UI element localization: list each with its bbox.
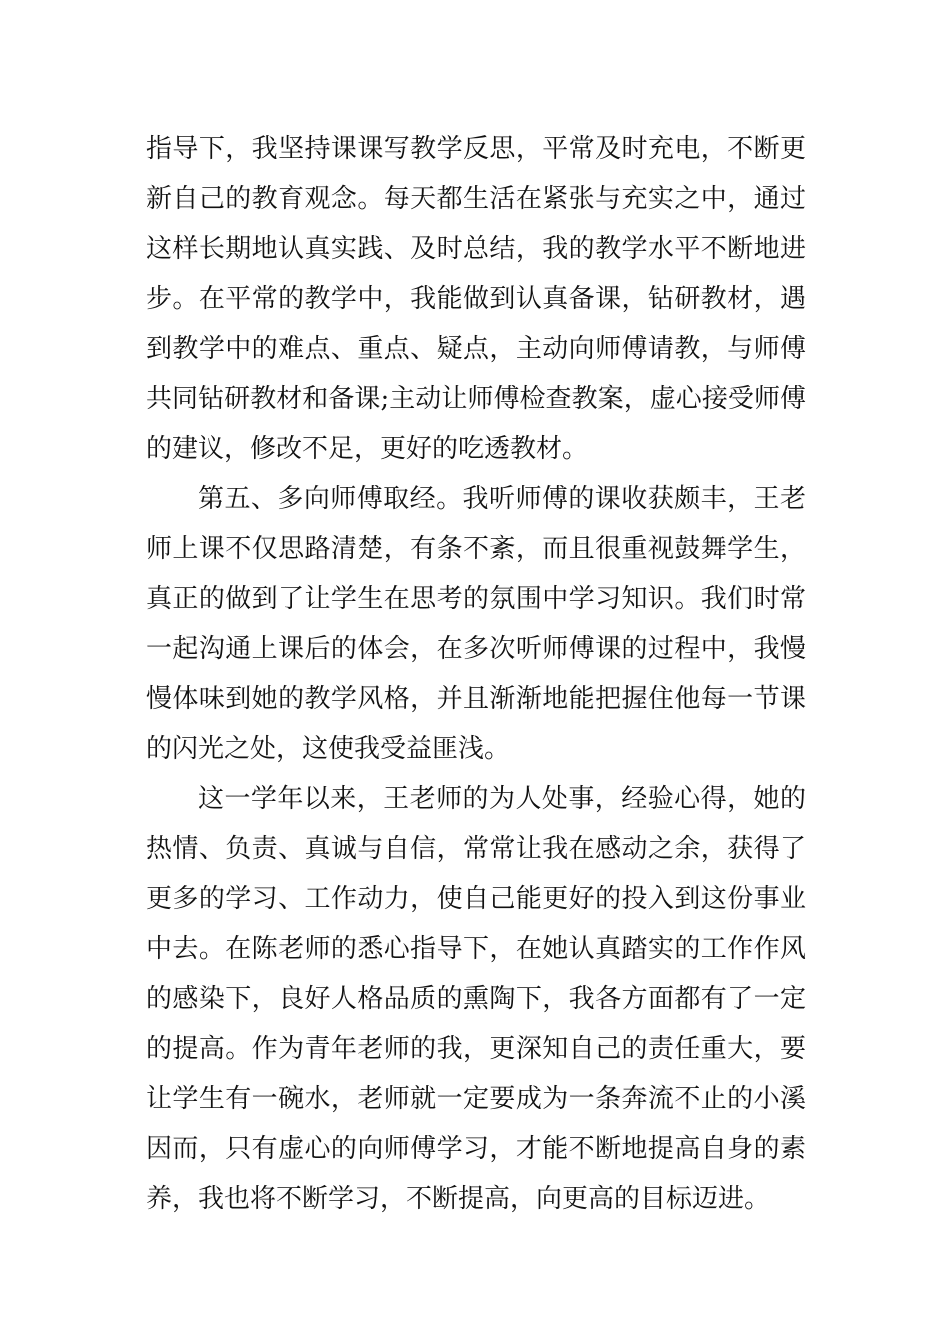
paragraph-3: 这一学年以来，王老师的为人处事，经验心得，她的热情、负责、真诚与自信，常常让我在感动之余，获得了更多的学习、工作动力，使自己能更好的投入到这份事业中去。在陈老师的悉心指导下，在她认真踏实的工作作风的感染下，良好人格品质的熏陶下，我各方面都有了一定的提高。作为青年老师的我，更深知自己的责任重大，要让学生有一碗水，老师就一定要成为一条奔流不止的小溪因而，只有虚心的向师傅学习，才能不断地提高自身的素养，我也将不断学习，不断提高，向更高的目标迈进。 — [146, 784, 806, 1214]
paragraph-2: 第五、多向师傅取经。我听师傅的课收获颇丰，王老师上课不仅思路清楚，有条不紊，而且很重视鼓舞学生，真正的做到了让学生在思考的氛围中学习知识。我们时常一起沟通上课后的体会，在多次听师傅课的过程中，我慢慢体味到她的教学风格，并且渐渐地能把握住他每一节课的闪光之处，这使我受益匪浅。 — [146, 484, 806, 764]
document-body — [146, 124, 806, 1224]
paragraph-1: 指导下，我坚持课课写教学反思，平常及时充电，不断更新自己的教育观念。每天都生活在紧张与充实之中，通过这样长期地认真实践、及时总结，我的教学水平不断地进步。在平常的教学中，我能做到认真备课，钻研教材，遇到教学中的难点、重点、疑点，主动向师傅请教，与师傅共同钻研教材和备课;主动让师傅检查教案，虚心接受师傅的建议，修改不足，更好的吃透教材。 — [146, 134, 806, 464]
